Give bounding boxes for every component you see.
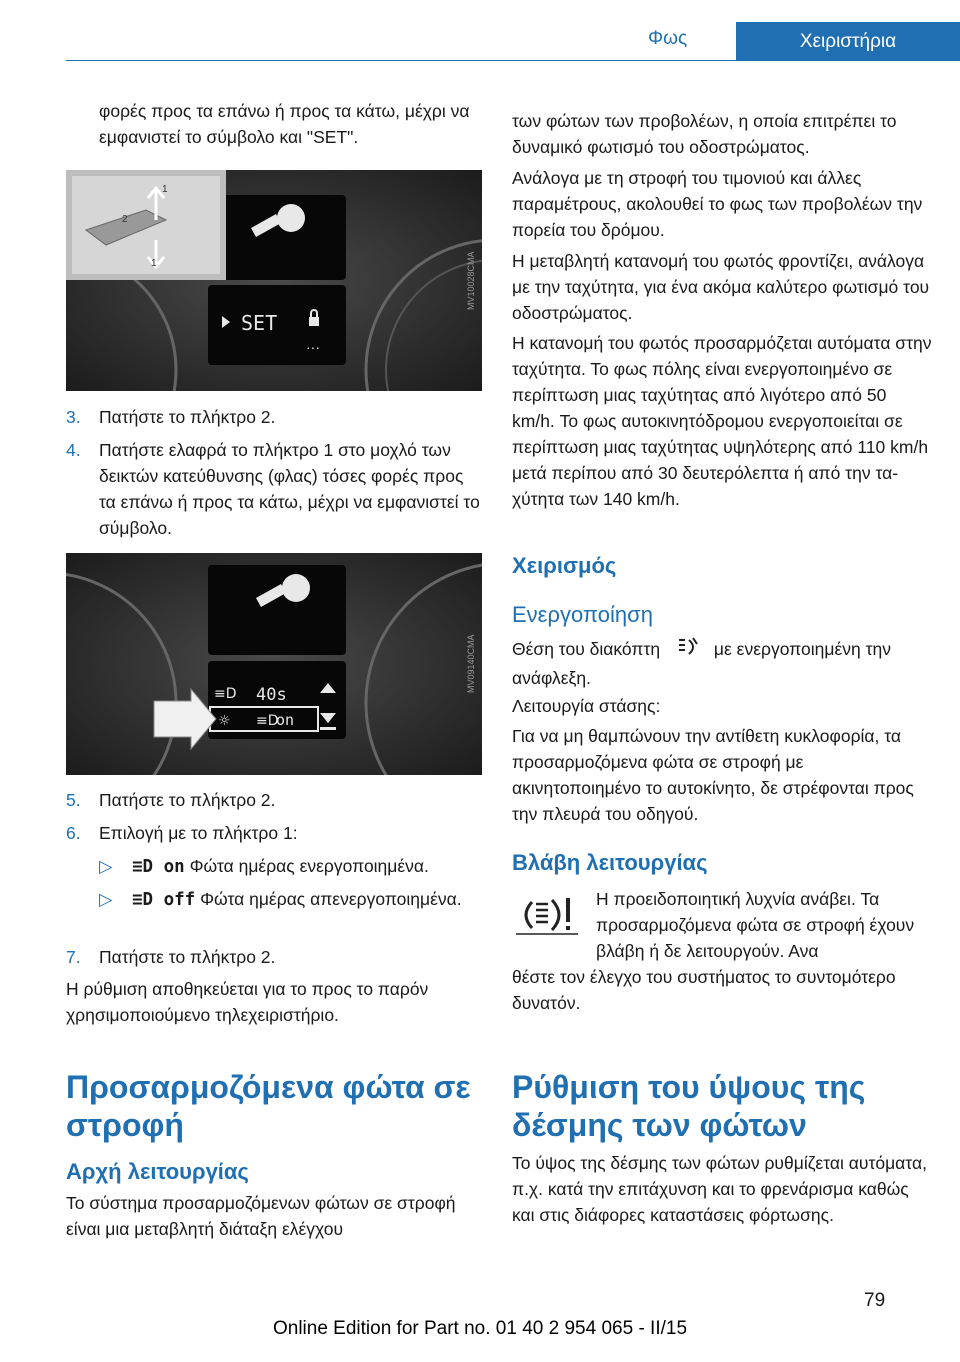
step-6: 6. Επιλογή με το πλήκτρο 1: xyxy=(66,823,298,843)
right-p1: των φώτων των προβολέων, η οποία επιτρέπει το δυναμικό φωτισμό του οδοστρώματος. xyxy=(512,111,897,157)
page-number: 79 xyxy=(864,1290,886,1311)
footer-edition: Online Edition for Part no. 01 40 2 954 065 - II/15 xyxy=(272,1318,688,1339)
intro-text: φορές προς τα επάνω ή προς τα κάτω, μέχρι να εμφανιστεί το σύμβολο και "SET". xyxy=(99,101,470,147)
triangle-bullet-icon: ▷ xyxy=(99,889,113,909)
right-p3: Η μεταβλητή κατανομή του φωτός φροντίζει, ανάλογα με την ταχύτητα, για ένα ακόμα καλύτερο φωτισμό του οδοστρώματος. xyxy=(512,251,930,323)
light-switch-icon xyxy=(673,636,701,665)
step-4: 4. Πατήστε ελαφρά το πλήκτρο 1 στο μοχλό των δεικτών κατεύθυνσης (φλας) τόσες φορές προς τα επάνω ή προς τα κάτω, μέχρι να εμφανιστεί το σύμβολο. xyxy=(66,440,480,538)
right-p4: Η κατανομή του φωτός προσαρμόζεται αυτόματα στην ταχύτητα. Το φως πόλης είναι ενεργοποιημένο σε περίπτωση μιας ταχύτητας από λιγότερο από 50 km/h. Το φως αυτοκινητόδρομου ενεργοποιείται σε περίπτωση μιας ταχύτητας υψηλότερης από 110 km/h μετά περίπου από 30 δευτερόλεπτα ή από την ταχύτητα των 140 km/h. xyxy=(512,333,932,509)
saved-text: Η ρύθμιση αποθηκεύεται για το προς το παρόν χρησιμοποιούμενο τηλεχειριστήριο. xyxy=(66,979,429,1025)
height-text: Το ύψος της δέσμης των φώτων ρυθμίζεται αυτόματα, π.χ. κατά την επιτάχυνση και το φρενάρισμα καθώς και στις διάφορες καταστάσεις φόρτωσης. xyxy=(512,1153,927,1225)
heading-activation: Ενεργοποίηση xyxy=(512,602,653,627)
daylight-on-icon: ≡D on xyxy=(132,857,185,877)
svg-text:···: ··· xyxy=(306,339,320,355)
fault-text-a: Η προειδοποιητική λυχνία ανάβει. Τα προσαρμοζόμενα φώτα σε στροφή έχουν βλάβη ή δε λειτουργούν. Ανα xyxy=(596,889,915,961)
svg-text:☼: ☼ xyxy=(218,713,231,729)
heading-principle: Αρχή λειτουργίας xyxy=(66,1159,249,1184)
display-set-text: SET xyxy=(241,311,278,335)
heading-fault: Βλάβη λειτουργίας xyxy=(512,850,708,875)
header-tab-section[interactable]: Φως xyxy=(648,28,688,49)
fault-text-b: θέστε τον έλεγχο του συστήματος το συντομότερο δυνατόν. xyxy=(512,967,896,1013)
header-tab-active[interactable]: Χειριστήρια xyxy=(736,22,960,61)
heading-operation: Χειρισμός xyxy=(512,553,617,578)
heading-beam-height: Ρύθμιση του ύψους της δέσμης των φώτων xyxy=(512,1069,866,1143)
header-rule xyxy=(66,60,960,61)
svg-text:≡D: ≡D xyxy=(256,713,279,729)
instrument-cluster-daylight-image xyxy=(66,553,482,775)
daylight-off-icon: ≡D off xyxy=(132,890,196,910)
display-time: 40s xyxy=(256,685,287,705)
stop-text: Για να μη θαμπώνουν την αντίθετη κυκλοφορία, τα προσαρμοζόμενα φώτα σε στροφή με ακινητοποιημένο το αυτοκίνητο, δε στρέφονται προς την πλευρά του οδηγού. xyxy=(512,726,914,824)
cluster-illustration xyxy=(66,170,482,391)
triangle-bullet-icon: ▷ xyxy=(99,856,113,876)
option-on: ▷ ≡D on Φώτα ημέρας ενεργοποιημένα. xyxy=(66,853,482,880)
warning-lamp-icon xyxy=(512,890,582,947)
image-watermark-2: MV09140CMA xyxy=(466,634,476,693)
step-3: 3. Πατήστε το πλήκτρο 2. xyxy=(66,407,276,427)
option-off: ▷ ≡D off Φώτα ημέρας απενεργοποιημένα. xyxy=(66,886,482,913)
step-7: 7. Πατήστε το πλήκτρο 2. xyxy=(66,947,276,967)
cluster-illustration-2 xyxy=(66,553,482,775)
right-p2: Ανάλογα με τη στροφή του τιμονιού και άλλες παραμέτρους, ακολουθεί το φως των προβολέων την πορεία του δρόμου. xyxy=(512,168,923,240)
stop-label: Λειτουργία στάσης: xyxy=(512,696,661,716)
svg-text:1: 1 xyxy=(151,258,157,269)
svg-text:≡D: ≡D xyxy=(214,686,237,702)
image-watermark: MV10028CMA xyxy=(466,251,476,310)
instrument-cluster-set-image xyxy=(66,170,482,391)
step-5: 5. Πατήστε το πλήκτρο 2. xyxy=(66,790,276,810)
svg-text:2: 2 xyxy=(122,214,128,225)
display-on: on xyxy=(276,711,295,729)
heading-adaptive-light: Προσαρμοζόμενα φώτα σε στροφή xyxy=(66,1069,471,1143)
activation-text: Θέση του διακόπτη με ενεργοποιημένη την ανάφλεξη. xyxy=(512,636,932,691)
principle-text: Το σύστημα προσαρμοζόμενων φώτων σε στροφή είναι μια μεταβλητή διάταξη ελέγχου xyxy=(66,1193,456,1239)
svg-text:1: 1 xyxy=(162,184,168,195)
